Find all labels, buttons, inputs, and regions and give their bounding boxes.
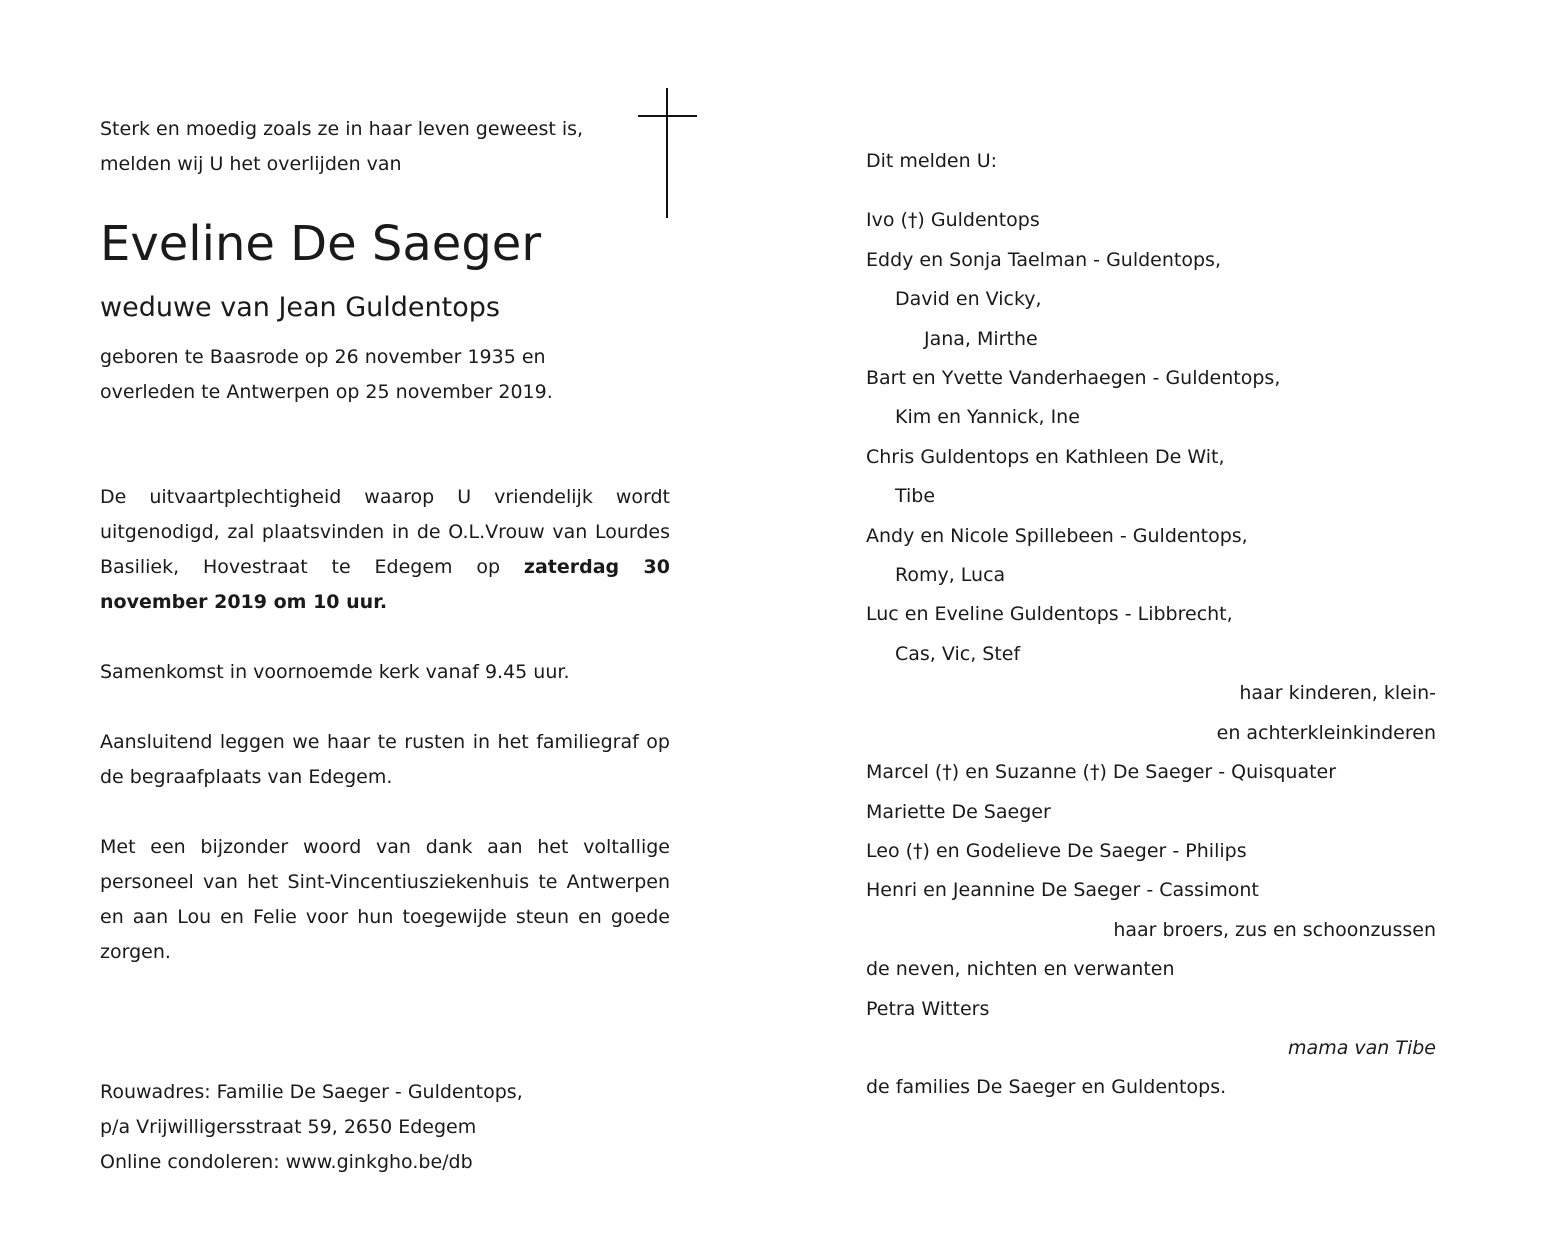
family-line: Chris Guldentops en Kathleen De Wit,: [866, 445, 1225, 468]
family-line: Petra Witters: [866, 997, 990, 1020]
family-line: Kim en Yannick, Ine: [895, 406, 1080, 429]
widow-of: weduwe van Jean Guldentops: [100, 292, 500, 323]
address-line: Rouwadres: Familie De Saeger - Guldentops,: [100, 1081, 523, 1103]
relation-label: haar broers, zus en schoonzussen: [1113, 918, 1436, 941]
deceased-name: Eveline De Saeger: [100, 216, 542, 272]
family-line: David en Vicky,: [895, 288, 1042, 311]
burial-paragraph: Aansluitend leggen we haar te rusten in het familiegraf op de begraafplaats van Edegem.: [100, 731, 670, 788]
family-line: Leo (†) en Godelieve De Saeger - Philips: [866, 839, 1247, 862]
gathering-paragraph: Samenkomst in voornoemde kerk vanaf 9.45 uur.: [100, 661, 570, 683]
family-line: Eddy en Sonja Taelman - Guldentops,: [866, 248, 1221, 271]
intro-line: Sterk en moedig zoals ze in haar leven geweest is,: [100, 118, 584, 140]
relation-label: mama van Tibe: [1288, 1036, 1436, 1059]
birth-line: geboren te Baasrode op 26 november 1935 en: [100, 346, 546, 368]
family-line: de families De Saeger en Guldentops.: [866, 1076, 1227, 1099]
intro: [100, 112, 670, 182]
family-line: Romy, Luca: [895, 564, 1006, 587]
family-line: Ivo (†) Guldentops: [866, 209, 1040, 232]
right-column: [866, 142, 1436, 1108]
left-column: [100, 112, 670, 1180]
family-line: Cas, Vic, Stef: [895, 642, 1021, 665]
address-line: p/a Vrijwilligersstraat 59, 2650 Edegem: [100, 1116, 477, 1138]
ceremony-paragraph: [100, 480, 670, 620]
family-line: Marcel (†) en Suzanne (†) De Saeger - Quisquater: [866, 761, 1337, 784]
relation-label: en achterkleinkinderen: [1216, 721, 1436, 744]
family-line: Mariette De Saeger: [866, 800, 1051, 823]
family-line: Bart en Yvette Vanderhaegen - Guldentops,: [866, 367, 1281, 390]
life-dates: [100, 340, 670, 410]
family-line: Andy en Nicole Spillebeen - Guldentops,: [866, 524, 1248, 547]
family-line: Tibe: [895, 485, 936, 508]
mourning-address: [100, 1075, 670, 1180]
condolence-line: Online condoleren: www.ginkgho.be/db: [100, 1151, 473, 1173]
thanks-paragraph: Met een bijzonder woord van dank aan het voltallige personeel van het Sint-Vincentiusziekenhuis te Antwerpen en aan Lou en Felie voor hun toegewijde steun en goede zorgen.: [100, 836, 670, 963]
family-heading: Dit melden U:: [866, 150, 998, 172]
family-line: Jana, Mirthe: [924, 327, 1038, 350]
relation-label: haar kinderen, klein-: [1239, 682, 1436, 705]
family-line: Luc en Eveline Guldentops - Libbrecht,: [866, 603, 1233, 626]
intro-line: melden wij U het overlijden van: [100, 153, 402, 175]
family-line: Henri en Jeannine De Saeger - Cassimont: [866, 879, 1259, 902]
ceremony-text: De uitvaartplechtigheid waarop U vriendelijk wordt uitgenodigd, zal plaatsvinden in de O.L.Vrouw van Lourdes Basiliek, Hovestraat te Edegem op: [100, 486, 670, 578]
family-line: de neven, nichten en verwanten: [866, 958, 1175, 981]
ceremony-date: zaterdag 30 november 2019 om 10 uur.: [100, 556, 670, 613]
death-line: overleden te Antwerpen op 25 november 2019.: [100, 381, 553, 403]
